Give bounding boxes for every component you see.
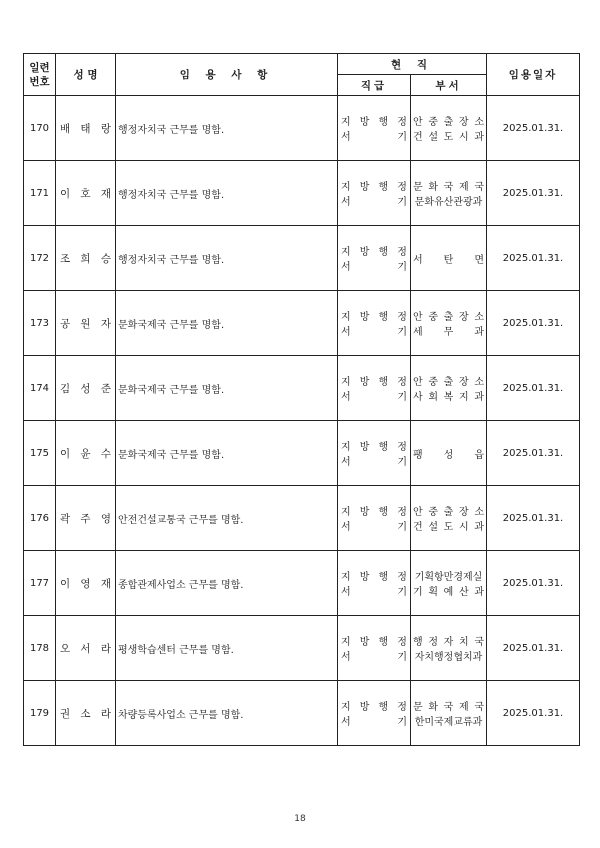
- department-cell: [411, 291, 487, 356]
- rank-char: 방: [359, 117, 370, 128]
- department-char: 안: [413, 312, 423, 323]
- department-line1: [413, 503, 484, 518]
- name-char: 오: [60, 642, 71, 655]
- name-char: 영: [80, 577, 91, 590]
- rank-char: 서: [341, 457, 351, 468]
- rank-char: 행: [378, 182, 389, 193]
- header-serial-number: [24, 54, 56, 96]
- department-line1: [413, 251, 484, 266]
- department-char: 자: [443, 637, 454, 648]
- department-char: 국: [443, 182, 454, 193]
- name-char: 권: [60, 707, 71, 720]
- rank-char: 기: [397, 587, 407, 598]
- appointment-date-cell: 2025.01.31.: [487, 356, 580, 421]
- department-char: 과: [474, 132, 484, 143]
- rank-line1: [341, 178, 407, 193]
- department-char: 화: [428, 702, 438, 713]
- person-name: [60, 121, 111, 136]
- name-char: 원: [80, 317, 91, 330]
- department-char: 국: [474, 182, 484, 193]
- rank-line1: [341, 438, 407, 453]
- department-char: 팽: [413, 449, 423, 461]
- department-char: 한미국제교류과: [414, 717, 483, 728]
- department-cell: [411, 161, 487, 226]
- department-char: 예: [443, 587, 454, 598]
- department-char: 출: [443, 377, 454, 388]
- department-char: 장: [458, 507, 469, 518]
- department-char: 면: [474, 254, 485, 266]
- name-char: 영: [100, 512, 111, 525]
- name-char: 랑: [100, 122, 111, 135]
- department-char: 소: [474, 117, 484, 128]
- appointment-date-cell: 2025.01.31.: [487, 681, 580, 746]
- rank-line1: [341, 698, 407, 713]
- rank-char: 정: [397, 702, 407, 713]
- appointment-date-cell: 2025.01.31.: [487, 551, 580, 616]
- rank-cell: [338, 551, 411, 616]
- appointment-text-cell: 행정자치국 근무를 명함.: [116, 96, 338, 161]
- rank-line2: [341, 648, 407, 663]
- name-char: 태: [80, 122, 91, 135]
- department-char: 출: [443, 117, 454, 128]
- rank-char: 행: [378, 377, 389, 388]
- department-char: 건: [413, 522, 423, 533]
- rank-char: 지: [341, 182, 351, 193]
- rank-cell: [338, 616, 411, 681]
- name-char: 승: [100, 252, 111, 265]
- department-char: 문화유산관광과: [414, 197, 483, 208]
- department-char: 시: [458, 522, 469, 533]
- rank-char: 행: [378, 312, 389, 323]
- table-row: [24, 616, 580, 681]
- header-appointment: 임 용 사 항: [116, 54, 338, 96]
- department-char: 설: [428, 132, 438, 143]
- name-cell: [56, 291, 116, 356]
- department-char: 시: [458, 132, 469, 143]
- header-rank: 직급: [338, 75, 411, 96]
- rank-char: 정: [397, 312, 407, 323]
- table-row: [24, 291, 580, 356]
- rank-char: 기: [397, 392, 407, 403]
- rank-char: 지: [341, 247, 351, 258]
- rank-char: 지: [341, 507, 351, 518]
- department-line2: [413, 193, 484, 208]
- department-char: 도: [443, 522, 454, 533]
- appointment-date-cell: 2025.01.31.: [487, 96, 580, 161]
- name-char: 라: [100, 707, 111, 720]
- name-char: 라: [100, 642, 111, 655]
- name-cell: [56, 96, 116, 161]
- serial-number-cell: 175: [24, 421, 56, 486]
- rank-line1: [341, 633, 407, 648]
- rank-line1: [341, 503, 407, 518]
- rank-line1: [341, 308, 407, 323]
- appointment-date-cell: 2025.01.31.: [487, 161, 580, 226]
- table-row: [24, 681, 580, 746]
- department-line2: [413, 388, 484, 403]
- person-name: [60, 641, 111, 656]
- rank-line1: [341, 568, 407, 583]
- page-number: 18: [294, 814, 306, 824]
- appointment-table: [23, 53, 580, 746]
- department-char: 중: [428, 312, 438, 323]
- rank-line2: [341, 193, 407, 208]
- department-line2: [413, 518, 484, 533]
- department-line2: [413, 583, 484, 598]
- rank-char: 지: [341, 442, 351, 453]
- department-char: 안: [413, 507, 423, 518]
- rank-line2: [341, 323, 407, 338]
- department-cell: [411, 96, 487, 161]
- department-line2: [413, 323, 484, 338]
- header-current-position: 현 직: [338, 54, 487, 75]
- rank-char: 정: [397, 637, 407, 648]
- appointment-text-cell: 행정자치국 근무를 명함.: [116, 226, 338, 291]
- department-char: 제: [458, 182, 469, 193]
- department-char: 건: [413, 132, 423, 143]
- department-char: 소: [474, 507, 484, 518]
- rank-line1: [341, 113, 407, 128]
- name-char: 조: [60, 252, 71, 265]
- rank-char: 서: [341, 392, 351, 403]
- header-serial-line1: 일련: [29, 61, 50, 74]
- name-char: 배: [60, 122, 71, 135]
- name-char: 소: [80, 707, 91, 720]
- department-char: 안: [413, 117, 423, 128]
- rank-char: 정: [397, 442, 407, 453]
- name-char: 서: [80, 642, 91, 655]
- department-char: 문: [413, 702, 423, 713]
- serial-number-cell: 172: [24, 226, 56, 291]
- rank-char: 행: [378, 117, 389, 128]
- department-char: 읍: [474, 449, 485, 461]
- department-char: 과: [474, 522, 484, 533]
- department-char: 출: [443, 312, 454, 323]
- department-cell: [411, 551, 487, 616]
- rank-char: 방: [359, 507, 370, 518]
- rank-char: 기: [397, 327, 407, 338]
- rank-char: 서: [341, 327, 351, 338]
- department-char: 국: [474, 637, 484, 648]
- department-cell: [411, 681, 487, 746]
- department-char: 기획항만경제실: [414, 572, 483, 583]
- rank-char: 행: [378, 702, 389, 713]
- department-line1: [413, 633, 484, 648]
- appointment-date-cell: 2025.01.31.: [487, 421, 580, 486]
- rank-cell: [338, 291, 411, 356]
- rank-char: 정: [397, 377, 407, 388]
- appointment-date-cell: 2025.01.31.: [487, 291, 580, 356]
- department-line2: [413, 648, 484, 663]
- table-row: [24, 421, 580, 486]
- rank-char: 지: [341, 702, 351, 713]
- appointment-text-cell: 종합관제사업소 근무를 명함.: [116, 551, 338, 616]
- rank-char: 서: [341, 652, 351, 663]
- table-row: [24, 96, 580, 161]
- header-name: 성 명: [56, 54, 116, 96]
- rank-char: 서: [341, 132, 351, 143]
- rank-line1: [341, 243, 407, 258]
- serial-number-cell: 179: [24, 681, 56, 746]
- department-line1: [413, 308, 484, 323]
- name-char: 이: [60, 447, 71, 460]
- department-char: 중: [428, 117, 438, 128]
- department-cell: [411, 356, 487, 421]
- rank-line2: [341, 128, 407, 143]
- rank-char: 방: [359, 637, 370, 648]
- department-char: 사: [413, 392, 423, 403]
- rank-char: 행: [378, 507, 389, 518]
- name-char: 준: [100, 382, 111, 395]
- rank-char: 기: [397, 197, 407, 208]
- person-name: [60, 706, 111, 721]
- rank-cell: [338, 226, 411, 291]
- rank-char: 정: [397, 182, 407, 193]
- rank-line2: [341, 453, 407, 468]
- table-row: [24, 551, 580, 616]
- name-cell: [56, 421, 116, 486]
- header-department: 부서: [411, 75, 487, 96]
- rank-cell: [338, 96, 411, 161]
- department-char: 성: [443, 449, 454, 461]
- rank-char: 방: [359, 442, 370, 453]
- rank-char: 방: [359, 182, 370, 193]
- rank-char: 방: [359, 312, 370, 323]
- person-name: [60, 381, 111, 396]
- rank-char: 행: [378, 572, 389, 583]
- serial-number-cell: 173: [24, 291, 56, 356]
- person-name: [60, 251, 111, 266]
- department-line1: [413, 178, 484, 193]
- rank-char: 기: [397, 457, 407, 468]
- appointment-text-cell: 안전건설교통국 근무를 명함.: [116, 486, 338, 551]
- name-char: 재: [100, 187, 111, 200]
- rank-char: 기: [397, 132, 407, 143]
- name-char: 희: [80, 252, 91, 265]
- person-name: [60, 186, 111, 201]
- department-char: 과: [474, 327, 485, 338]
- rank-char: 정: [397, 247, 407, 258]
- table-row: [24, 161, 580, 226]
- department-char: 회: [428, 392, 438, 403]
- department-line1: [413, 568, 484, 583]
- name-cell: [56, 226, 116, 291]
- header-serial-line2: 번호: [29, 75, 50, 88]
- rank-char: 행: [378, 442, 389, 453]
- name-char: 이: [60, 187, 71, 200]
- department-line2: [413, 713, 484, 728]
- appointment-text-cell: 문화국제국 근무를 명함.: [116, 356, 338, 421]
- table-row: [24, 226, 580, 291]
- department-char: 복: [443, 392, 454, 403]
- name-char: 김: [60, 382, 71, 395]
- department-char: 중: [428, 377, 438, 388]
- name-char: 이: [60, 577, 71, 590]
- table-row: [24, 486, 580, 551]
- department-char: 장: [458, 117, 469, 128]
- appointment-text-cell: 행정자치국 근무를 명함.: [116, 161, 338, 226]
- rank-char: 행: [378, 247, 389, 258]
- department-char: 설: [428, 522, 438, 533]
- rank-line2: [341, 713, 407, 728]
- rank-char: 방: [359, 702, 370, 713]
- rank-cell: [338, 486, 411, 551]
- person-name: [60, 316, 111, 331]
- appointment-text-cell: 평생학습센터 근무를 명함.: [116, 616, 338, 681]
- header-appointment-date: 임용일자: [487, 54, 580, 96]
- rank-line2: [341, 583, 407, 598]
- rank-char: 기: [397, 652, 407, 663]
- name-char: 수: [100, 447, 111, 460]
- rank-char: 서: [341, 717, 351, 728]
- appointment-text-cell: 문화국제국 근무를 명함.: [116, 291, 338, 356]
- department-char: 중: [428, 507, 438, 518]
- department-char: 장: [458, 312, 469, 323]
- rank-line2: [341, 518, 407, 533]
- rank-cell: [338, 421, 411, 486]
- rank-char: 정: [397, 507, 407, 518]
- rank-char: 지: [341, 312, 351, 323]
- name-char: 재: [100, 577, 111, 590]
- department-char: 과: [474, 392, 484, 403]
- department-char: 국: [443, 702, 454, 713]
- serial-number-cell: 174: [24, 356, 56, 421]
- table-row: [24, 356, 580, 421]
- rank-line2: [341, 388, 407, 403]
- name-char: 공: [60, 317, 71, 330]
- department-char: 안: [413, 377, 423, 388]
- department-cell: [411, 616, 487, 681]
- name-cell: [56, 486, 116, 551]
- department-char: 기: [413, 587, 423, 598]
- department-char: 탄: [443, 254, 454, 266]
- name-cell: [56, 161, 116, 226]
- name-cell: [56, 681, 116, 746]
- rank-line1: [341, 373, 407, 388]
- rank-cell: [338, 681, 411, 746]
- department-char: 세: [413, 327, 423, 338]
- department-char: 산: [458, 587, 469, 598]
- appointment-date-cell: 2025.01.31.: [487, 226, 580, 291]
- rank-char: 서: [341, 522, 351, 533]
- department-char: 행: [413, 637, 423, 648]
- department-char: 국: [474, 702, 484, 713]
- person-name: [60, 511, 111, 526]
- department-char: 소: [474, 377, 484, 388]
- name-char: 윤: [80, 447, 91, 460]
- department-char: 과: [474, 587, 484, 598]
- department-line1: [413, 373, 484, 388]
- rank-char: 행: [378, 637, 389, 648]
- appointment-text-cell: 차량등록사업소 근무를 명함.: [116, 681, 338, 746]
- department-line1: [413, 698, 484, 713]
- name-char: 곽: [60, 512, 71, 525]
- department-char: 획: [428, 587, 438, 598]
- name-char: 자: [100, 317, 111, 330]
- table-header: [24, 54, 580, 96]
- department-char: 장: [458, 377, 469, 388]
- name-cell: [56, 616, 116, 681]
- rank-char: 지: [341, 117, 351, 128]
- department-char: 자치행정협치과: [414, 652, 483, 663]
- serial-number-cell: 177: [24, 551, 56, 616]
- appointment-date-cell: 2025.01.31.: [487, 616, 580, 681]
- department-cell: [411, 226, 487, 291]
- department-line1: [413, 446, 484, 461]
- department-char: 화: [428, 182, 438, 193]
- department-char: 서: [413, 254, 423, 266]
- department-char: 치: [458, 637, 469, 648]
- serial-number-cell: 178: [24, 616, 56, 681]
- department-char: 지: [458, 392, 469, 403]
- table-body: [24, 96, 580, 746]
- rank-char: 기: [397, 522, 407, 533]
- department-cell: [411, 421, 487, 486]
- rank-char: 서: [341, 197, 351, 208]
- serial-number-cell: 170: [24, 96, 56, 161]
- department-char: 제: [458, 702, 469, 713]
- rank-char: 기: [397, 262, 407, 273]
- department-char: 정: [428, 637, 438, 648]
- name-cell: [56, 551, 116, 616]
- rank-char: 지: [341, 637, 351, 648]
- serial-number-cell: 171: [24, 161, 56, 226]
- rank-char: 정: [397, 572, 407, 583]
- rank-char: 서: [341, 262, 351, 273]
- rank-char: 서: [341, 587, 351, 598]
- person-name: [60, 576, 111, 591]
- rank-line2: [341, 258, 407, 273]
- appointment-date-cell: 2025.01.31.: [487, 486, 580, 551]
- rank-char: 방: [359, 247, 370, 258]
- rank-cell: [338, 161, 411, 226]
- rank-cell: [338, 356, 411, 421]
- person-name: [60, 446, 111, 461]
- rank-char: 지: [341, 572, 351, 583]
- appointment-text-cell: 문화국제국 근무를 명함.: [116, 421, 338, 486]
- department-char: 소: [474, 312, 484, 323]
- department-char: 무: [443, 327, 454, 338]
- department-char: 문: [413, 182, 423, 193]
- rank-char: 기: [397, 717, 407, 728]
- name-char: 성: [80, 382, 91, 395]
- department-line1: [413, 113, 484, 128]
- name-char: 호: [80, 187, 91, 200]
- department-char: 도: [443, 132, 454, 143]
- serial-number-cell: 176: [24, 486, 56, 551]
- rank-char: 정: [397, 117, 407, 128]
- rank-char: 방: [359, 377, 370, 388]
- rank-char: 지: [341, 377, 351, 388]
- rank-char: 방: [359, 572, 370, 583]
- name-cell: [56, 356, 116, 421]
- department-cell: [411, 486, 487, 551]
- name-char: 주: [80, 512, 91, 525]
- department-line2: [413, 128, 484, 143]
- department-char: 출: [443, 507, 454, 518]
